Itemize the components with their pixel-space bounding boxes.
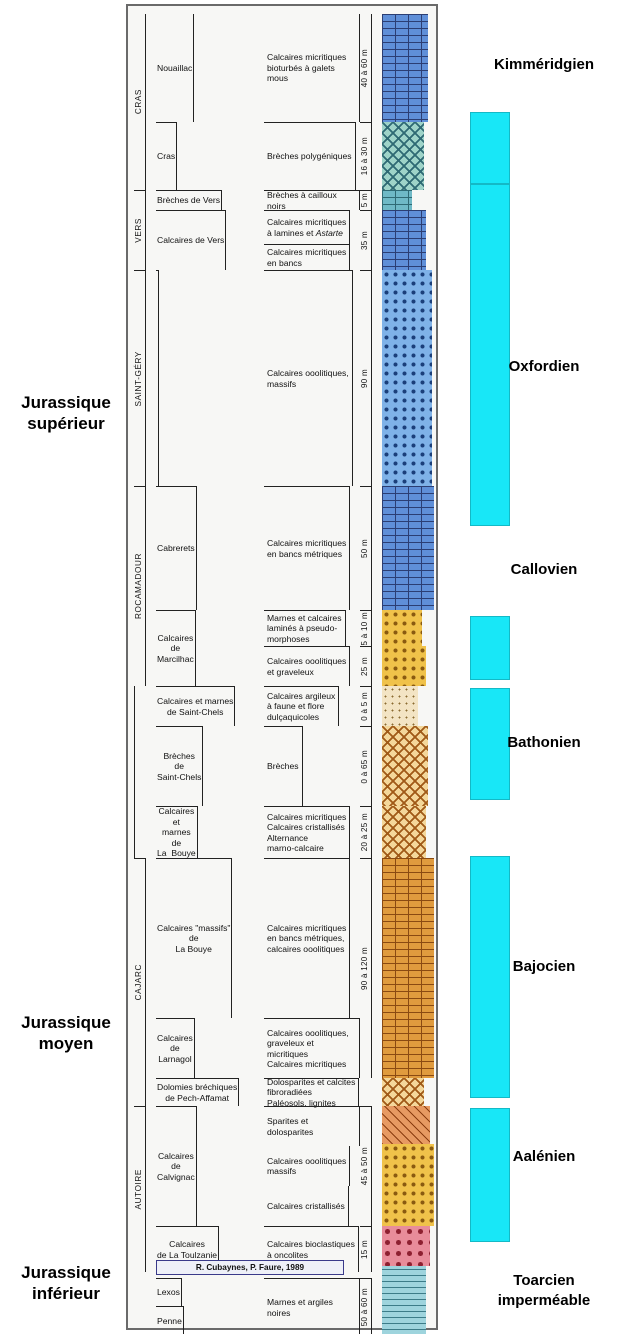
formation-label: Calcaires et marnes de Saint-Chels [157,696,234,717]
stage-label-bathonien: Bathonien [507,734,581,751]
unit-cell [134,686,135,858]
thickness-cell [360,646,372,686]
thickness-cell [360,858,372,1078]
permeability-bar-oxfordien [470,184,510,526]
formation-cell [156,486,197,610]
unit-cell [134,486,146,686]
epoch-line-1: Jurassique [21,1263,111,1282]
thickness-label: 90 m [360,369,369,388]
lithology-block-breccia-orange [382,1078,424,1106]
unit-cell [134,270,146,486]
thickness-cell [360,210,372,270]
thickness-label: 45 à 50 m [360,1147,369,1186]
formation-cell [156,686,235,726]
permeability-bar-bajocien [470,856,510,1098]
lithology-cell [264,806,350,858]
formation-cell [156,1106,197,1226]
lithology-text: Calcaires ooolitiques massifs [267,1155,347,1176]
lithology-cell [264,726,303,806]
lithology-text: Calcaires ooolitiques et graveleux [267,656,347,677]
thickness-label: 15 m [360,1240,369,1259]
lithology-cell [264,122,356,190]
formation-label: Calcaires et marnes de La Bouye [157,806,196,859]
lithology-block-oncolite-pink [382,1226,430,1266]
unit-cell [134,858,146,1106]
epoch-label-jurassique-inferieur [2,1262,130,1304]
thickness-cell [360,1278,372,1334]
lithology-cell [264,1106,360,1146]
lithology-block-breccia-orange [382,726,428,806]
lithology-cell [264,244,350,270]
lithology-text: Brèches à cailloux noirs [267,190,337,211]
thickness-label: 50 m [360,539,369,558]
lithology-text: Calcaires cristallisés [267,1200,345,1211]
formation-label: Brèches de Saint-Chels [157,750,202,782]
lithology-cell [264,210,350,244]
formation-cell [156,14,194,122]
lithology-text: Brèches polygéniques [267,151,352,162]
epoch-line-2: moyen [38,1034,94,1053]
formation-label: Calcaires de Vers [157,235,225,246]
thickness-label: 25 m [360,657,369,676]
lithology-block-marl [382,1266,426,1334]
epoch-label-jurassique-moyen [2,1012,130,1054]
lithology-block-dolosparite [382,1106,430,1144]
stratigraphic-column-body [128,6,436,1328]
formation-label: Cabrerets [157,543,195,554]
lithology-text: Calcaires ooolitiques, massifs [267,368,349,389]
thickness-cell [360,122,372,190]
stage-label-aalenien: Aalénien [512,1148,576,1165]
thickness-cell [360,270,372,486]
epoch-line-1: Jurassique [21,1013,111,1032]
lithology-block-brick-orange [382,858,434,1078]
lithology-text: Calcaires argileux à faune et flore dulçaquicoles [267,690,336,722]
lithology-text: Sparites et dolosparites [267,1116,314,1137]
lithology-cell [264,858,350,1018]
lithology-text: Calcaires ooolitiques, graveleux et micritiques Calcaires micritiques [267,1027,349,1069]
formation-label: Calcaires de La Toulzanie [157,1239,218,1260]
lithology-text: Dolosparites et calcites fibroradiées Paléosols, lignites [267,1076,356,1108]
formation-label: Calcaires de Marcilhac [157,632,194,664]
formation-label: Dolomies bréchiques de Pech-Affamat [157,1082,238,1103]
unit-cell [134,1106,146,1272]
lithology-cell [264,14,360,122]
formation-cell [156,726,203,806]
lithology-text: Calcaires bioclastiques à oncolites [267,1239,355,1260]
formation-cell [156,122,177,190]
thickness-cell [360,190,372,210]
stage-label-bajocien: Bajocien [512,958,576,975]
lithology-text: Marnes et calcaires laminés à pseudo- morphoses [267,612,342,644]
thickness-label: 20 à 25 m [360,813,369,852]
epoch-line-2: inférieur [31,1284,101,1303]
epoch-label-jurassique-superieur [2,392,130,434]
lithology-cell [264,486,350,610]
unit-cell [134,190,146,270]
lithology-block-breccia-orange [382,806,426,858]
epoch-line-1: Jurassique [21,393,111,412]
lithology-cell [264,1278,360,1334]
lithology-text: Calcaires micritiques Calcaires cristallisés Alternance marno-calcaire [267,811,347,853]
stage-label-oxfordien: Oxfordien [508,358,580,375]
thickness-label: 16 à 30 m [360,137,369,176]
formation-label: Calcaires de Larnagol [157,1032,193,1064]
unit-label: SAINT-GÉRY [134,350,143,407]
lithology-text: Calcaires micritiques en bancs métriques, calcaires ooolitiques [267,922,347,954]
formation-label: Cras [157,151,176,162]
lithology-block-brick-blue [382,486,434,610]
lithology-cell [264,1186,349,1226]
formation-cell [156,1278,182,1306]
lithology-text: Calcaires micritiques en bancs métriques [267,538,347,559]
formation-cell [156,806,198,858]
formation-cell [156,210,226,270]
stage-label-kimmeridgien: Kimméridgien [493,56,595,73]
lithology-cell [264,1146,350,1186]
lithology-text: Calcaires micritiques à lamines et Astarte [267,217,347,238]
lithology-block-brick-blue [382,210,426,270]
formation-label: Nouaillac [157,62,193,73]
formation-cell [156,610,196,686]
thickness-cell [360,1226,372,1272]
formation-cell [156,1078,239,1106]
stratigraphic-column [126,4,438,1330]
formation-cell [156,1306,184,1334]
epoch-line-2: supérieur [27,414,105,433]
lithology-cell [264,1018,360,1078]
formation-label: Calcaires "massifs" de La Bouye [157,922,231,954]
lithology-cell [264,610,346,646]
credit-box: R. Cubaynes, P. Faure, 1989 [156,1260,344,1275]
lithology-block-brick-blue [382,14,428,122]
stage-label-toarcien: Toarcien [513,1272,575,1289]
lithology-block-ooid-orange [382,610,422,646]
thickness-label: 40 à 60 m [360,48,369,88]
formation-label: Penne [157,1316,182,1327]
thickness-label: 90 à 120 m [360,946,369,991]
permeability-bar-kimmeridgien [470,112,510,184]
unit-label: CRAS [134,89,143,115]
thickness-label: 0 à 5 m [360,692,369,721]
permeability-bar-marcilhac [470,616,510,680]
lithology-text: Marnes et argiles noires [267,1297,333,1318]
lithology-block-breccia-teal [382,122,424,190]
lithology-block-marly-dots [382,686,418,726]
permeability-bar-aalenien [470,1108,510,1242]
unit-label: ROCAMADOUR [134,553,143,620]
lithology-block-brick-teal [382,190,412,210]
formation-label: Calcaires de Calvignac [157,1150,195,1182]
formation-cell [156,190,222,210]
thickness-cell [360,686,372,726]
thickness-label: 50 à 60 m [360,1288,369,1327]
formation-cell [156,270,159,486]
formation-label: Brèches de Vers [157,195,221,206]
formation-cell [156,1018,195,1078]
lithology-text: Calcaires micritiques bioturbés à galets mous [267,52,347,84]
lithology-block-ooid-orange [382,1144,434,1226]
lithology-text: Brèches [267,761,299,772]
lithology-cell [264,190,360,210]
thickness-label: 0 à 65 m [360,749,369,784]
thickness-cell [360,726,372,806]
lithology-cell [264,686,339,726]
lithology-cell [264,1078,359,1106]
thickness-label: 5 m [360,193,369,208]
thickness-label: 5 à 10 m [360,611,369,646]
thickness-label: 35 m [360,231,369,250]
stage-label-toarcien-impermeable: imperméable [497,1292,591,1309]
thickness-cell [360,806,372,858]
thickness-cell [360,1106,372,1226]
unit-label: CAJARC [134,964,143,1001]
lithology-cell [264,646,350,686]
stage-label-callovien: Callovien [510,561,578,578]
thickness-cell [360,14,372,122]
thickness-cell [360,610,372,646]
formation-cell [156,858,232,1018]
lithology-block-ooid-orange [382,646,426,686]
unit-label: VERS [134,218,143,243]
unit-label: AUTOIRE [134,1169,143,1210]
unit-cell [134,14,146,190]
lithology-block-ooid-blue [382,270,432,486]
lithology-cell [264,270,353,486]
lithology-text: Calcaires micritiques en bancs [267,247,347,268]
thickness-cell [360,486,372,610]
formation-label: Lexos [157,1287,180,1298]
